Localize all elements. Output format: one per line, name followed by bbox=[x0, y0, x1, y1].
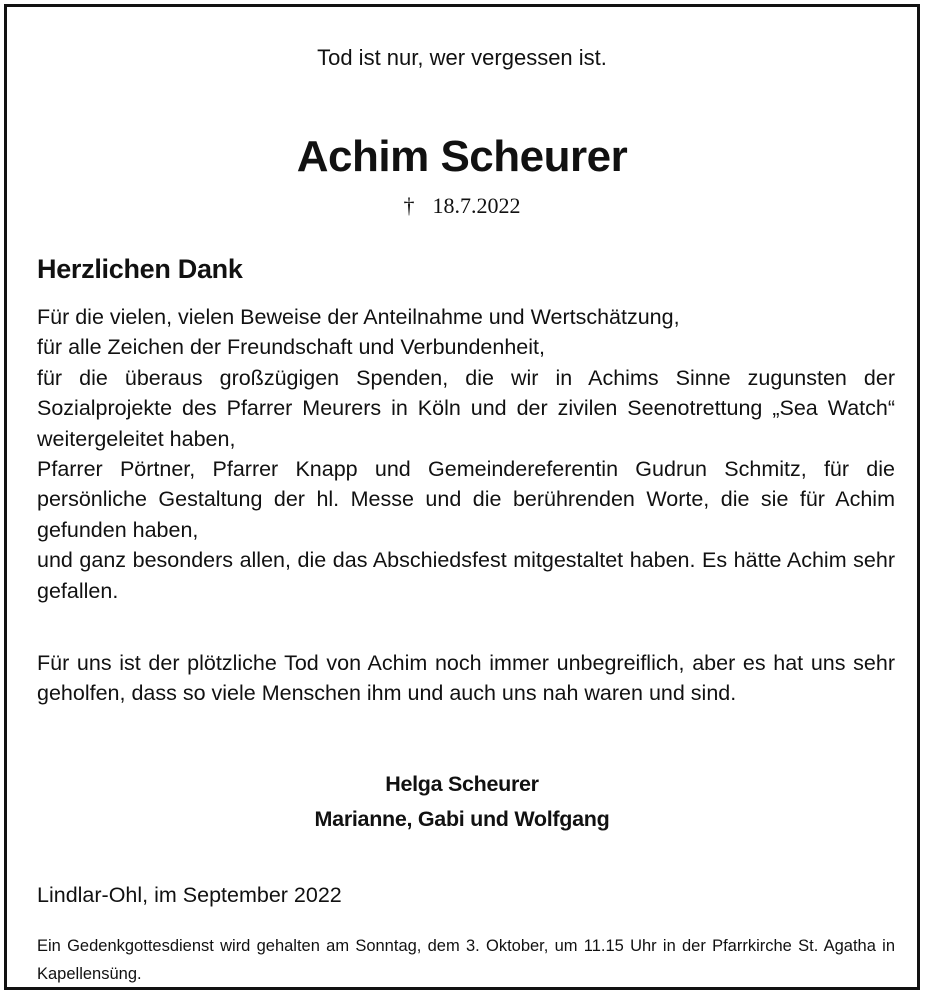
thanks-heading: Herzlichen Dank bbox=[37, 254, 243, 284]
signature-line-1: Helga Scheurer bbox=[385, 772, 539, 796]
thanks-paragraph: Pfarrer Pörtner, Pfarrer Knapp und Gemeindereferentin Gudrun Schmitz, für die persönliche Gestaltung der hl. Messe und die berührenden Worte, die sie für Achim gefunden haben, bbox=[37, 457, 895, 542]
death-date: 18.7.2022 bbox=[432, 193, 521, 218]
memorial-service-notice: Ein Gedenkgottesdienst wird gehalten am Sonntag, dem 3. Oktober, um 11.15 Uhr in der Pfarrkirche St. Agatha in Kapellensüng. bbox=[37, 937, 895, 983]
thanks-paragraph: für die überaus großzügigen Spenden, die wir in Achims Sinne zugunsten der Sozialprojekte des Pfarrer Meurers in Köln und der zivilen Seenotrettung „Sea Watch“ weitergeleitet haben, bbox=[37, 365, 895, 451]
signature-line-2: Marianne, Gabi und Wolfgang bbox=[314, 807, 610, 831]
motto: Tod ist nur, wer vergessen ist. bbox=[317, 45, 607, 70]
deceased-name: Achim Scheurer bbox=[296, 132, 628, 181]
thanks-paragraph: für alle Zeichen der Freundschaft und Verbundenheit, bbox=[37, 335, 545, 360]
obituary-notice bbox=[4, 4, 920, 990]
closing-text bbox=[37, 648, 895, 709]
thanks-paragraph: und ganz besonders allen, die das Abschiedsfest mitgestaltet haben. Es hätte Achim sehr gefallen. bbox=[37, 548, 895, 603]
thanks-text bbox=[37, 302, 895, 606]
thanks-paragraph: Für die vielen, vielen Beweise der Anteilnahme und Wertschätzung, bbox=[37, 305, 680, 329]
death-line bbox=[7, 191, 917, 221]
cross-icon: † bbox=[403, 193, 415, 218]
place-and-date: Lindlar-Ohl, im September 2022 bbox=[37, 883, 342, 907]
closing-paragraph: Für uns ist der plötzliche Tod von Achim noch immer unbegreiflich, aber es hat uns sehr geholfen, dass so viele Menschen ihm und auch uns nah waren und sind. bbox=[37, 651, 895, 706]
